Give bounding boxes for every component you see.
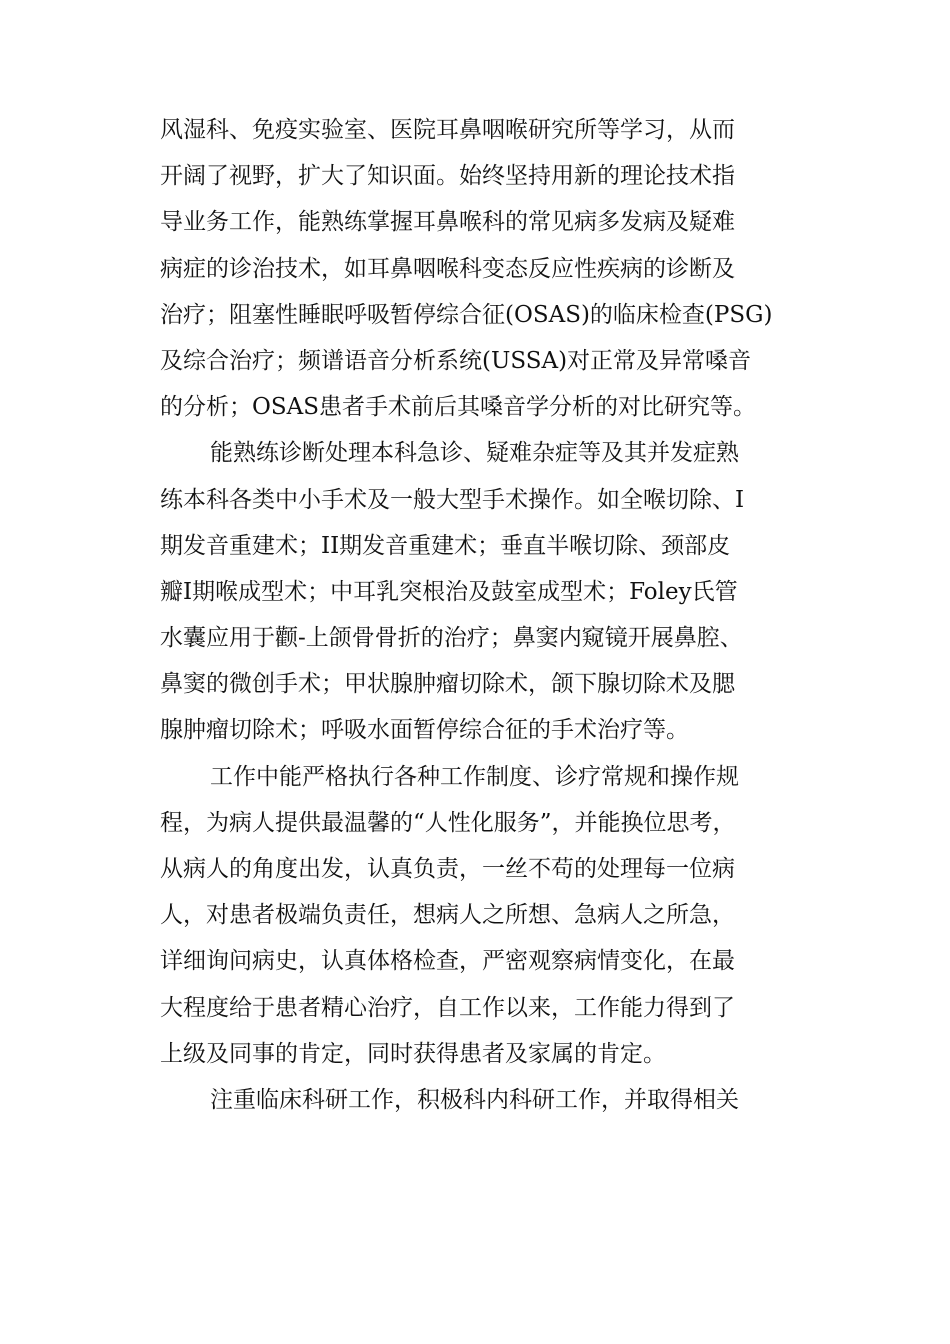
text-line: 人，对患者极端负责任，想病人之所想、急病人之所急， <box>160 902 735 929</box>
text-line: 练本科各类中小手术及一般大型手术操作。如全喉切除、I <box>160 486 745 513</box>
text-line: 从病人的角度出发，认真负责，一丝不苟的处理每一位病 <box>160 856 735 882</box>
text-line: 工作中能严格执行各种工作制度、诊疗常规和操作规 <box>210 763 739 790</box>
text-line: 风湿科、免疫实验室、医院耳鼻咽喉研究所等学习，从而 <box>160 117 735 143</box>
text-line: 期发音重建术；II期发音重建术；垂直半喉切除、颈部皮 <box>160 532 731 559</box>
text-line: 的分析；OSAS患者手术前后其嗓音学分析的对比研究等。 <box>160 394 756 421</box>
text-line: 治疗；阻塞性睡眠呼吸暂停综合征(OSAS)的临床检查(PSG) <box>160 301 773 328</box>
text-line: 病症的诊治技术，如耳鼻咽喉科变态反应性疾病的诊断及 <box>160 255 735 282</box>
paragraph-3 <box>160 754 820 1077</box>
text-line: 大程度给于患者精心治疗，自工作以来，工作能力得到了 <box>160 994 735 1021</box>
body-text <box>160 107 820 1123</box>
paragraph-2 <box>160 430 820 753</box>
text-line: 程，为病人提供最温馨的“人性化服务”，并能换位思考， <box>160 809 736 836</box>
text-line: 详细询问病史，认真体格检查，严密观察病情变化，在最 <box>160 948 735 975</box>
text-line: 导业务工作，能熟练掌握耳鼻喉科的常见病多发病及疑难 <box>160 209 735 236</box>
text-line: 注重临床科研工作，积极科内科研工作，并取得相关 <box>210 1086 739 1113</box>
text-line: 能熟练诊断处理本科急诊、疑难杂症等及其并发症熟 <box>210 440 739 467</box>
text-line: 腺肿瘤切除术；呼吸水面暂停综合征的手术治疗等。 <box>160 717 689 744</box>
text-line: 鼻窦的微创手术；甲状腺肿瘤切除术，颌下腺切除术及腮 <box>160 671 735 698</box>
text-line: 及综合治疗；频谱语音分析系统(USSA)对正常及异常嗓音 <box>160 347 752 374</box>
paragraph-4 <box>160 1077 820 1123</box>
paragraph-1 <box>160 107 820 430</box>
text-line: 开阔了视野，扩大了知识面。始终坚持用新的理论技术指 <box>160 163 735 190</box>
text-line: 水囊应用于颧-上颌骨骨折的治疗；鼻窦内窥镜开展鼻腔、 <box>160 625 743 652</box>
text-line: 瓣I期喉成型术；中耳乳突根治及鼓室成型术；Foley氏管 <box>160 578 738 605</box>
text-line: 上级及同事的肯定，同时获得患者及家属的肯定。 <box>160 1040 666 1067</box>
